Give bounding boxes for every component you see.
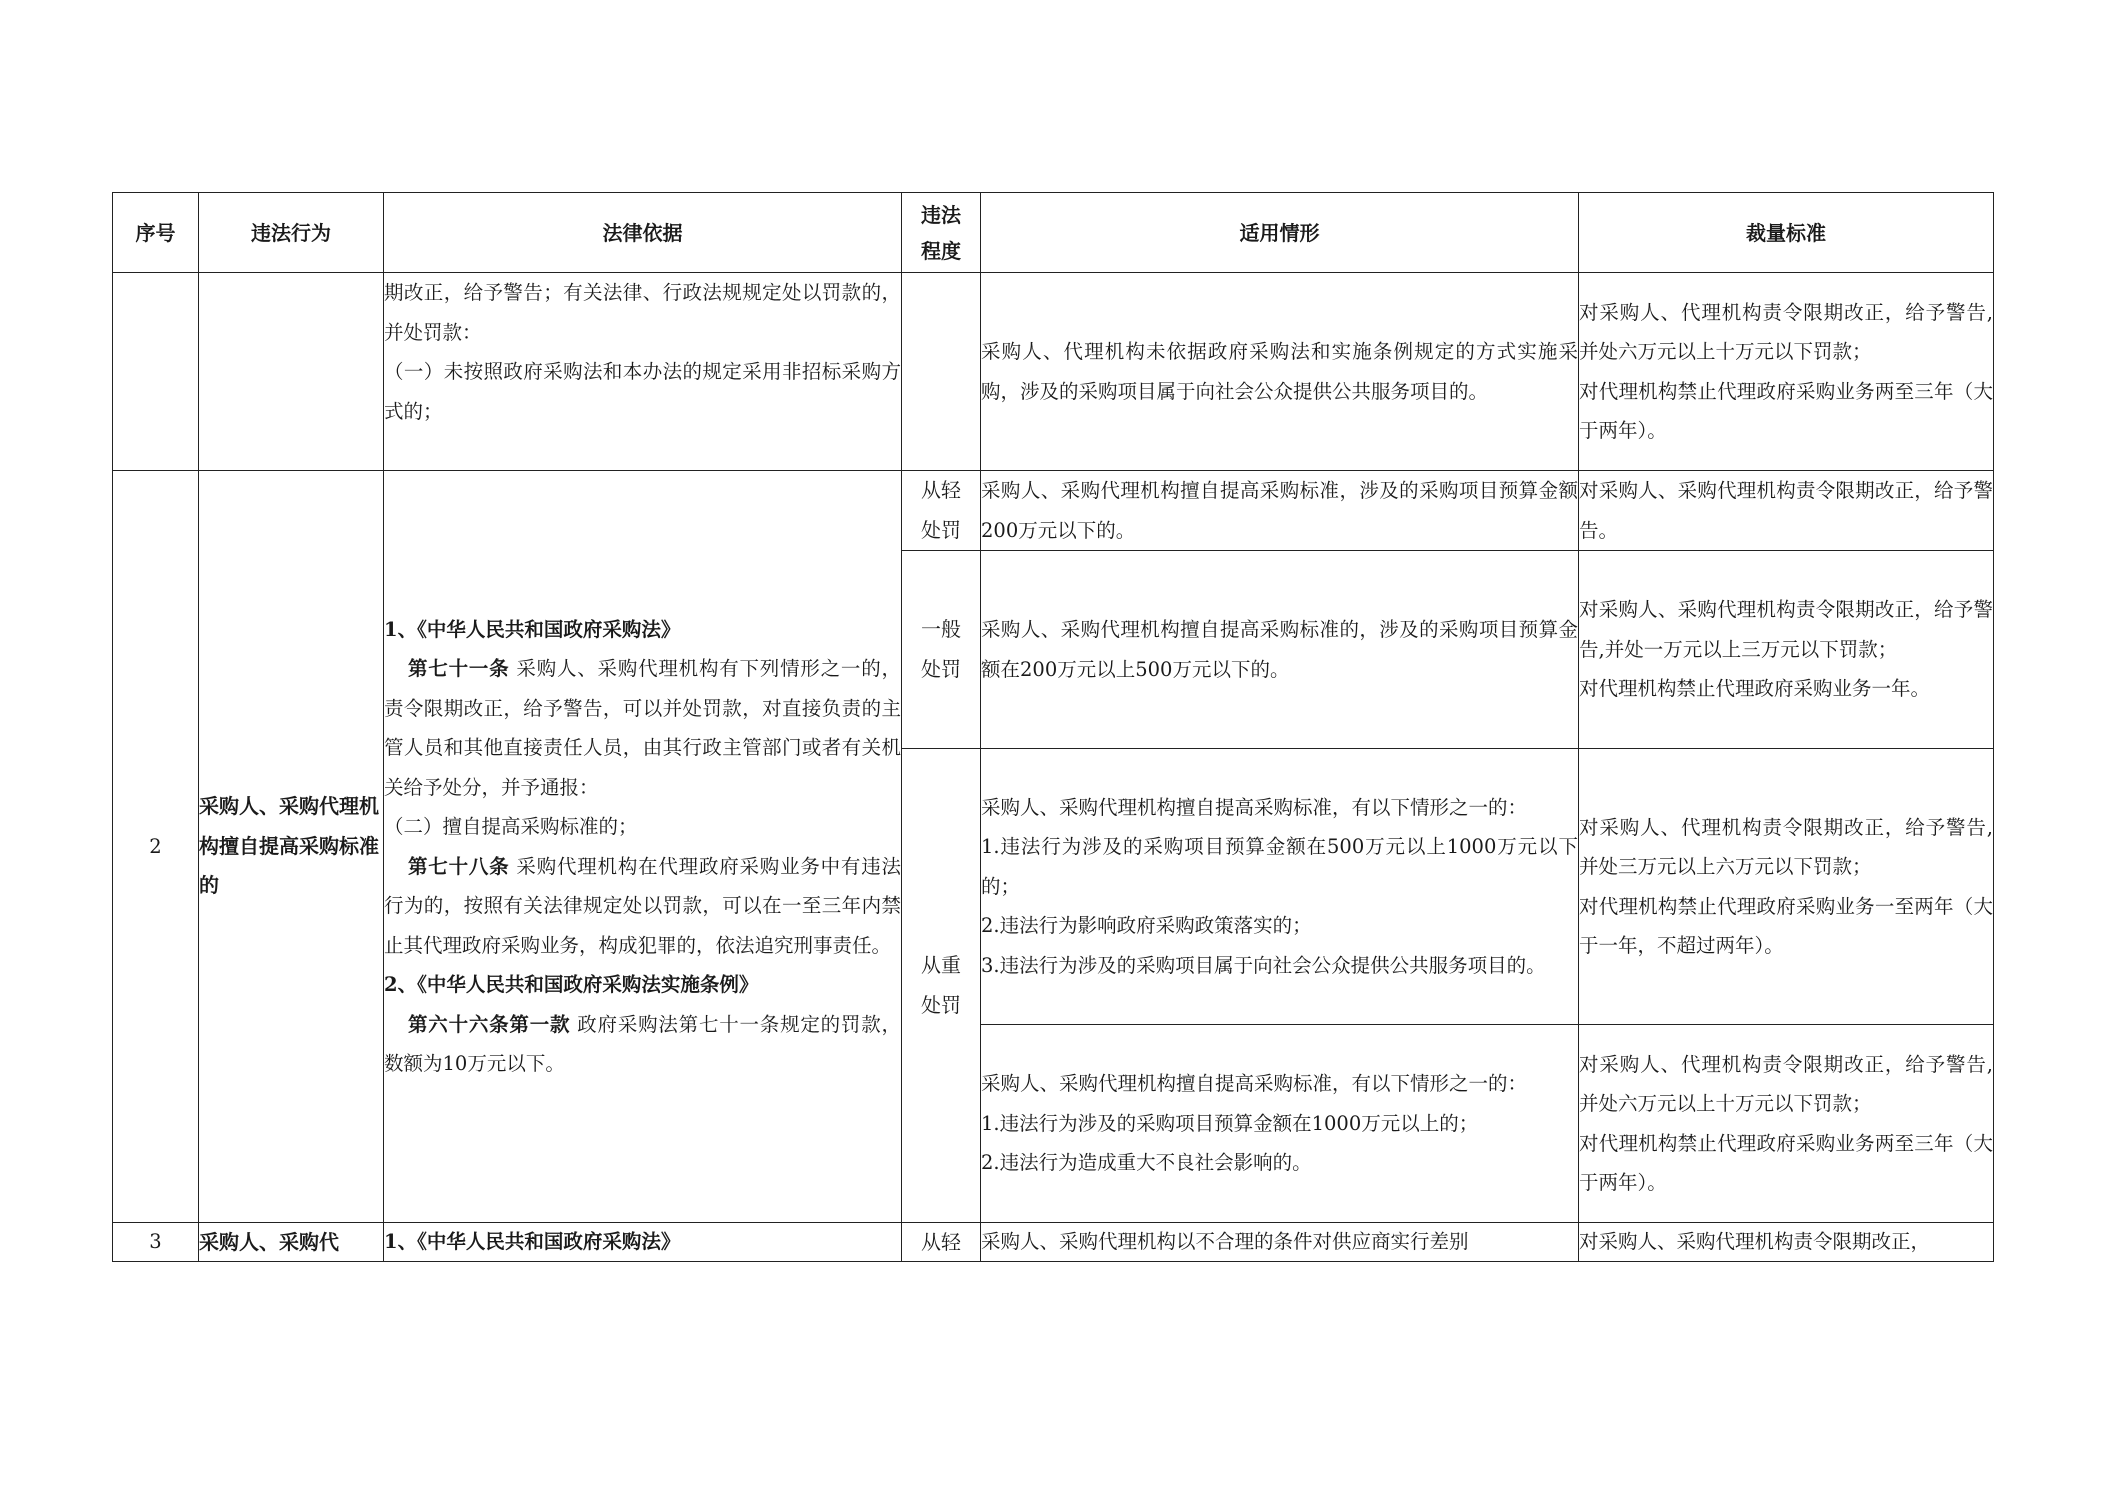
art78-label: 第七十八条: [408, 854, 510, 878]
row3-standard: 对采购人、采购代理机构责令限期改正，: [1579, 1223, 1994, 1262]
standard-line: 对采购人、采购代理机构责令限期改正，给予警告,并处一万元以上三万元以下罚款；: [1579, 598, 1993, 661]
row2-degree-general: [902, 551, 981, 749]
law1-title: 1、《中华人民共和国政府采购法》: [384, 617, 681, 641]
cont-seq-cell: [113, 273, 199, 471]
header-degree-text: 违法程度: [921, 202, 961, 263]
row3-seq: 3: [113, 1223, 199, 1262]
discretion-standard-table: [112, 192, 1994, 1262]
art66-text: 政府采购法第七十一条规定的罚款，数额为10万元以下。: [384, 1012, 901, 1075]
situation-line: 2.违法行为影响政府采购政策落实的；: [981, 914, 1312, 938]
row2-standard-heavy-a: [1579, 749, 1994, 1025]
row2-situation-heavy-a: [981, 749, 1579, 1025]
row2-standard-heavy-b: [1579, 1025, 1994, 1223]
header-degree: [902, 193, 981, 273]
cont-standard-cell: [1579, 273, 1994, 471]
header-basis: 法律依据: [384, 193, 902, 273]
cont-standard-line: 对代理机构禁止代理政府采购业务两至三年（大于两年）。: [1579, 379, 1993, 442]
art71-label: 第七十一条: [408, 657, 510, 680]
row2-degree-light: [902, 471, 981, 551]
row2-situation-heavy-b: [981, 1025, 1579, 1223]
header-seq: 序号: [113, 193, 199, 273]
row2-behavior: 采购人、采购代理机构擅自提高采购标准的: [199, 471, 384, 1223]
standard-line: 对代理机构禁止代理政府采购业务两至三年（大于两年）。: [1579, 1131, 1993, 1194]
art78-text: 采购代理机构在代理政府采购业务中有违法行为的，按照有关法律规定处以罚款，可以在一至三年内禁止其代理政府采购业务，构成犯罪的，依法追究刑事责任。: [384, 854, 901, 957]
situation-line: 2.违法行为造成重大不良社会影响的。: [981, 1151, 1312, 1175]
header-situation: 适用情形: [981, 193, 1579, 273]
standard-line: 对代理机构禁止代理政府采购业务一至两年（大于一年，不超过两年）。: [1579, 894, 1993, 957]
art66-label: 第六十六条第一款: [408, 1012, 571, 1036]
art66-paragraph: [384, 1005, 901, 1084]
cont-basis-line: （一）未按照政府采购法和本办法的规定采用非招标采购方式的；: [384, 360, 901, 423]
situation-line: 3.违法行为涉及的采购项目属于向社会公众提供公共服务项目的。: [981, 953, 1546, 977]
row3-behavior: 采购人、采购代: [199, 1223, 384, 1262]
cont-basis-line: 期改正，给予警告；有关法律、行政法规规定处以罚款的，并处罚款：: [384, 281, 901, 344]
row2-seq: 2: [113, 471, 199, 1223]
standard-line: 对代理机构禁止代理政府采购业务一年。: [1579, 677, 1931, 701]
art71-item: （二）擅自提高采购标准的；: [384, 815, 638, 838]
cont-behavior-cell: [199, 273, 384, 471]
row2-basis-cell: [384, 471, 902, 1223]
cont-situation-text: 采购人、代理机构未依据政府采购法和实施条例规定的方式实施采购，涉及的采购项目属于向社会公众提供公共服务项目的。: [981, 340, 1578, 403]
row2-situation-general: 采购人、采购代理机构擅自提高采购标准的，涉及的采购项目预算金额在200万元以上500万元以下的。: [981, 551, 1579, 749]
standard-line: 对采购人、代理机构责令限期改正，给予警告,并处六万元以上十万元以下罚款；: [1579, 1052, 1993, 1115]
row2-situation-light: 采购人、采购代理机构擅自提高采购标准，涉及的采购项目预算金额200万元以下的。: [981, 471, 1579, 551]
degree-general-text: 一般处罚: [921, 617, 961, 681]
header-standard: 裁量标准: [1579, 193, 1994, 273]
degree-light-text: 从轻处罚: [921, 478, 961, 542]
standard-line: 对采购人、代理机构责令限期改正，给予警告,并处三万元以上六万元以下罚款；: [1579, 815, 1993, 878]
row2-standard-light: [1579, 471, 1994, 551]
situation-line: 采购人、采购代理机构擅自提高采购标准，有以下情形之一的：: [981, 795, 1528, 819]
art71-text: 采购人、采购代理机构有下列情形之一的，责令限期改正，给予警告，可以并处罚款，对直接负责的主管人员和其他直接责任人员，由其行政主管部门或者有关机关给予处分，并予通报：: [384, 657, 901, 799]
standard-line: 对采购人、采购代理机构责令限期改正，给予警告。: [1579, 479, 1993, 542]
row3-situation: 采购人、采购代理机构以不合理的条件对供应商实行差别: [981, 1223, 1579, 1262]
table-header-row: [113, 193, 1994, 273]
cont-standard-line: 对采购人、代理机构责令限期改正，给予警告,并处六万元以上十万元以下罚款；: [1579, 300, 1993, 363]
degree-heavy-text: 从重处罚: [921, 953, 961, 1017]
header-behavior: 违法行为: [199, 193, 384, 273]
cont-basis-cell: [384, 273, 902, 471]
table-row-3: [113, 1223, 1994, 1262]
row3-basis: 1、《中华人民共和国政府采购法》: [384, 1223, 902, 1262]
situation-line: 1.违法行为涉及的采购项目预算金额在500万元以上1000万元以下的；: [981, 835, 1578, 898]
situation-line: 1.违法行为涉及的采购项目预算金额在1000万元以上的；: [981, 1111, 1479, 1135]
art78-paragraph: [384, 847, 901, 966]
situation-line: 采购人、采购代理机构擅自提高采购标准，有以下情形之一的：: [981, 1072, 1528, 1096]
cont-degree-cell: [902, 273, 981, 471]
row2-standard-general: [1579, 551, 1994, 749]
cont-situation-cell: [981, 273, 1579, 471]
row3-degree: 从轻: [902, 1223, 981, 1262]
art71-paragraph: [384, 649, 901, 807]
table-row-2-light: [113, 471, 1994, 551]
table-row-continuation: [113, 273, 1994, 471]
row2-degree-heavy: [902, 749, 981, 1223]
law2-title: 2、《中华人民共和国政府采购法实施条例》: [384, 973, 759, 996]
